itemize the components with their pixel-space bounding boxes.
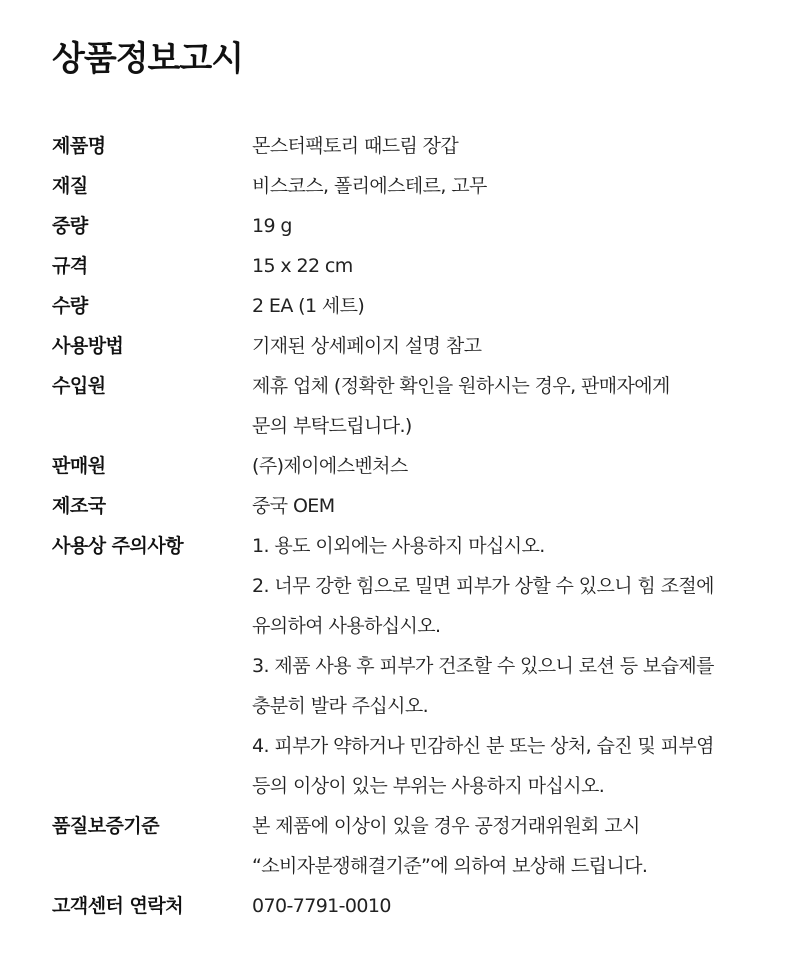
value-line: 제휴 업체 (정확한 확인을 원하시는 경우, 판매자에게 [252, 375, 670, 397]
info-row-cautions [52, 526, 762, 806]
info-row-usage [52, 326, 762, 366]
row-value [252, 886, 762, 926]
row-value [252, 446, 762, 486]
row-label: 수입원 [52, 375, 106, 397]
row-value [252, 246, 762, 286]
value-line: (주)제이에스벤처스 [252, 455, 408, 477]
row-label: 사용상 주의사항 [52, 535, 184, 557]
product-info-table [52, 126, 762, 926]
row-value [252, 486, 762, 526]
row-value [252, 126, 762, 166]
value-line: 4. 피부가 약하거나 민감하신 분 또는 상처, 습진 및 피부염 [252, 735, 714, 757]
info-row-size [52, 246, 762, 286]
row-label: 사용방법 [52, 335, 124, 357]
value-line: 2. 너무 강한 힘으로 밀면 피부가 상할 수 있으니 힘 조절에 [252, 575, 714, 597]
info-row-quality-guarantee [52, 806, 762, 886]
row-label: 재질 [52, 175, 88, 197]
row-value [252, 366, 762, 446]
row-label: 제조국 [52, 495, 106, 517]
value-line: 비스코스, 폴리에스테르, 고무 [252, 175, 487, 197]
value-line: “소비자분쟁해결기준”에 의하여 보상해 드립니다. [252, 855, 648, 877]
row-value [252, 286, 762, 326]
info-row-origin [52, 486, 762, 526]
info-row-product-name [52, 126, 762, 166]
row-value [252, 166, 762, 206]
value-line: 2 EA (1 세트) [252, 295, 365, 317]
value-line: 몬스터팩토리 때드림 장갑 [252, 135, 459, 157]
value-line: 중국 OEM [252, 495, 335, 517]
value-line: 등의 이상이 있는 부위는 사용하지 마십시오. [252, 775, 605, 797]
row-value [252, 526, 762, 806]
value-line: 문의 부탁드립니다.) [252, 415, 412, 437]
row-label: 판매원 [52, 455, 106, 477]
page-title: 상품정보고시 [52, 39, 244, 79]
value-line: 15 x 22 cm [252, 255, 353, 277]
info-row-seller [52, 446, 762, 486]
value-line: 070-7791-0010 [252, 895, 391, 917]
row-label: 중량 [52, 215, 88, 237]
row-label: 수량 [52, 295, 88, 317]
row-label: 고객센터 연락처 [52, 895, 184, 917]
value-line: 3. 제품 사용 후 피부가 건조할 수 있으니 로션 등 보습제를 [252, 655, 714, 677]
info-row-quantity [52, 286, 762, 326]
info-row-weight [52, 206, 762, 246]
value-line: 19 g [252, 215, 292, 237]
row-label: 제품명 [52, 135, 106, 157]
info-row-importer [52, 366, 762, 446]
value-line: 1. 용도 이외에는 사용하지 마십시오. [252, 535, 545, 557]
row-value [252, 206, 762, 246]
info-row-customer-center [52, 886, 762, 926]
value-line: 유의하여 사용하십시오. [252, 615, 441, 637]
row-label: 규격 [52, 255, 88, 277]
info-row-material [52, 166, 762, 206]
value-line: 기재된 상세페이지 설명 참고 [252, 335, 482, 357]
row-value [252, 806, 762, 886]
value-line: 충분히 발라 주십시오. [252, 695, 429, 717]
value-line: 본 제품에 이상이 있을 경우 공정거래위원회 고시 [252, 815, 640, 837]
row-value [252, 326, 762, 366]
row-label: 품질보증기준 [52, 815, 160, 837]
